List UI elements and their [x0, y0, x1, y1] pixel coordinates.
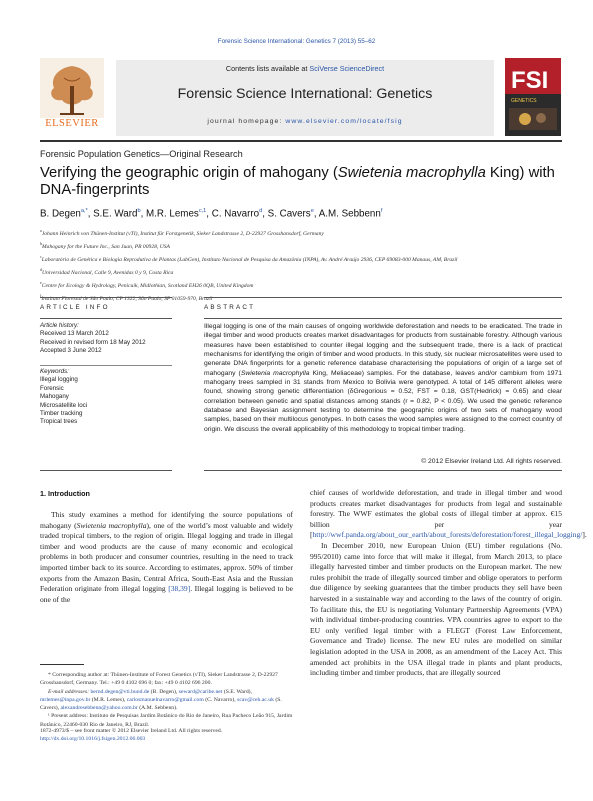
divider — [204, 470, 562, 471]
introduction-heading: 1. Introduction — [40, 489, 90, 498]
email-owner: (C. Navarro), — [203, 696, 238, 703]
author-affiliation-mark[interactable]: a,* — [80, 208, 88, 214]
history-item: Received 13 March 2012 — [40, 330, 109, 338]
keyword: Illegal logging — [40, 376, 78, 384]
abstract-body — [204, 322, 562, 434]
affiliation-list — [40, 226, 570, 304]
author-list — [40, 208, 382, 219]
title-part-1: Verifying the geographic origin of mahogany ( — [40, 165, 338, 181]
history-label: Article history: — [40, 322, 79, 329]
affiliation — [40, 226, 570, 239]
divider — [204, 318, 562, 319]
affiliation-mark: a — [40, 228, 42, 233]
body-text: ), one of the world’s most valuable and widely traded tropical timbers, to the region of origin. Illegal logging and trade in illegal timber and wood products are the cause of many economic and ecological problems in both producer and consumer countries, resulting in the need to track imported timber back to its source. According to estimates, approx. 50% of timber exports from the Amazon Basin, Central Africa, South-East Asia and the Russian Federation originate from illegal logging — [40, 520, 293, 594]
affiliation-text: Johann Heinrich von Thünen-Institut (vTI), Institut für Forstgenetik, Sieker Landstrasse 2, D-22927 Grosshansdorf, Germany — [41, 230, 324, 237]
affiliation-text: Instituto Florestal de São Paulo, CP 1322, São Paulo, SP 01059-970, Brazil — [41, 296, 213, 303]
body-species: Swietenia macrophylla — [76, 520, 147, 530]
affiliation — [40, 252, 570, 265]
author[interactable]: , A.M. Sebbenn — [313, 208, 381, 220]
email-link[interactable]: seward@caribe.net — [178, 688, 223, 695]
author[interactable]: , M.R. Lemes — [140, 208, 199, 220]
author-affiliation-mark[interactable]: c,1 — [198, 208, 207, 214]
affiliation-text: Laboratório de Genética e Biologia Reprodutiva de Plantas (LabGen), Instituto Nacional de Pesquisa da Amazônia (INPA), Av. André Araújo 2936, CEP 69083-000 Manaus, AM, Brazil — [41, 256, 458, 263]
footnote-divider — [40, 664, 84, 665]
divider — [40, 297, 172, 298]
contents-prefix: Contents lists available at — [225, 64, 308, 73]
article-history — [40, 322, 180, 356]
publisher-name: ELSEVIER — [45, 118, 99, 129]
cover-title: FSI — [511, 67, 549, 94]
article-info-heading: ARTICLE INFO — [40, 304, 110, 311]
wwf-link[interactable]: http://wwf.panda.org/about_our_earth/about_forests/deforestation/forest_illegal_logging/ — [312, 530, 583, 540]
divider — [40, 365, 172, 366]
abstract-statistics: δGregorious = 0.52, FST = 0.18, GST(Hedrick) = 0.65 — [349, 388, 527, 396]
title-part-2: King) with DNA-fingerprints — [40, 165, 555, 198]
journal-homepage — [116, 118, 494, 125]
present-address-note: ¹ Present address: Instituto de Pesquisas Jardim Botânico do Rio de Janeiro, Rua Pacheco Leão 915, Jardim Botânico, 22460-030 Rio de Janeiro, RJ, Brazil. — [40, 713, 293, 728]
author-affiliation-mark[interactable]: d — [259, 208, 263, 214]
citation-link[interactable]: [38,39] — [168, 584, 191, 594]
keyword: Forensic — [40, 384, 64, 392]
keyword: Microsatellite loci — [40, 401, 88, 409]
footnotes — [40, 671, 294, 729]
divider — [204, 297, 562, 298]
affiliation-text: Centre for Ecology & Hydrology, Penicuik, Midlothian, Scotland EH26 0QB, United Kingdom — [41, 283, 254, 290]
author-affiliation-mark[interactable]: f — [380, 208, 383, 214]
body-paragraph: In December 2010, new European Union (EU) timber regulations (No. 995/2010) came into force that will make it illegal, from March 2013, to place illegally harvested timber and timber products on the European market. The new rules prohibit the trade of illegally sourced timber and oblige operators to perform due diligence by seeking guarantees that the timber products they sell have been harvested in a sustainable way and according to the laws of the country of origin. To facilitate this, the EU is negotiating Voluntary Partnership Agreements (VPA) with individual timber-producing countries. VPA countries agree to export to the EU only verified legal timber with a FLEGT (Forest Law Enforcement, Governance and Trade) license. The new EU rules are modelled on similar legislation adopted in the USA in 2008, as an amendment of the Lacey Act. This amended act prohibits in the USA illegal trade in plants and plant products, including timber and timber products, that are illegally sourced — [310, 540, 562, 678]
body-text: ]. — [582, 530, 587, 540]
section-label: Forensic Population Genetics—Original Research — [40, 149, 243, 159]
email-link[interactable]: bernd.degen@vti.bund.de — [90, 688, 150, 695]
email-owner: (A.M. Sebbenn). — [137, 705, 178, 712]
journal-citation[interactable]: Forensic Science International: Genetics 7 (2013) 55–62 — [217, 38, 376, 45]
author-affiliation-mark[interactable]: e — [310, 208, 314, 214]
abstract-text: Illegal logging is one of the main causes of ongoing worldwide deforestation and needs to be eradicated. The trade in illegal timber and wood products creates market disadvantages for products from sustainable forestry. Although various measures have been established to counter illegal logging and the subsequent trade, there is a lack of practical mechanisms for identifying the origin of timber and wood products. In this study, six nuclear microsatellites were used to generate DNA fingerprints for a genetic reference database characterising the populations of origin of a large set of mahogany ( — [204, 323, 562, 377]
affiliation — [40, 278, 570, 291]
journal-name: Forensic Science International: Genetics — [177, 86, 433, 102]
author[interactable]: , S. Cavers — [262, 208, 311, 220]
body-text: . Illegal logging is believed to be one of the — [40, 584, 294, 604]
body-text: chief causes of worldwide deforestation, and trade in illegal timber and wood products creates market disadvantages for products from legal and sustainable forestry. The WWF estimates the global costs of illegal timber at approx. €15 billion per year [ — [310, 488, 562, 540]
author[interactable]: B. Degen — [40, 208, 81, 220]
email-addresses — [40, 688, 294, 713]
email-label: E-mail addresses: — [48, 688, 90, 695]
email-link[interactable]: mrlemes@inpa.gov.br — [40, 696, 91, 703]
introduction-right-column — [310, 488, 587, 679]
cover-subtitle: GENETICS — [511, 98, 537, 104]
email-link[interactable]: alexandresebbenn@yahoo.com.br — [60, 705, 138, 712]
history-item: Accepted 3 June 2012 — [40, 347, 102, 355]
email-link[interactable]: scav@ceh.ac.uk — [237, 696, 274, 703]
journal-cover-image — [505, 58, 561, 136]
email-link[interactable]: carlosmanuelnavarro@gmail.com — [126, 696, 204, 703]
affiliation-text: Mahogany for the Future Inc., San Juan, PR 00928, USA — [42, 243, 170, 250]
divider — [40, 470, 172, 471]
tree-logo-icon — [40, 58, 104, 118]
body-text: This study examines a method for identifying the source populations of mahogany ( — [40, 510, 293, 530]
issn-doi — [40, 727, 300, 744]
abstract-species: Swietenia macrophylla — [240, 369, 310, 377]
abstract-text: ) and clear correlation between genetic and spatial distances among stands (r = 0.82, P < 0.05). We used the genetic reference database and Bayesian assignment testing to determine the geographic origins of two sets of mahogany wood samples, based on their multilocus genotypes. In both cases the wood samples were assigned to the correct country of origin. We discuss the overall applicability of this methodology to tropical timber trading. — [204, 388, 562, 433]
issn-line: 1872-4973/$ – see front matter © 2012 Elsevier Ireland Ltd. All rights reserved. — [40, 728, 223, 734]
affiliation-mark: d — [40, 267, 42, 273]
email-owner: (M.R. Lemes), — [90, 696, 127, 703]
copyright-notice: © 2012 Elsevier Ireland Ltd. All rights reserved. — [421, 458, 562, 465]
abstract-heading: ABSTRACT — [204, 304, 256, 311]
corresponding-author-note: * Corresponding author at: Thünen-Institute of Forest Genetics (vTI), Sieker Landstrasse 2, D-22927 Grosshansdorf, Germany. Tel.: +49 0 4102 696 0; fax: +49 0 4102 696 200. — [40, 672, 278, 687]
affiliation — [40, 239, 570, 252]
author-affiliation-mark[interactable]: b — [137, 208, 141, 214]
author[interactable]: , C. Navarro — [206, 208, 260, 220]
affiliation-mark: b — [40, 241, 42, 247]
keyword: Mahogany — [40, 393, 69, 401]
homepage-link[interactable]: www.elsevier.com/locate/fsig — [285, 118, 403, 125]
introduction-left-column — [40, 510, 293, 605]
divider — [40, 318, 172, 319]
author[interactable]: , S.E. Ward — [87, 208, 138, 220]
article-title — [40, 165, 570, 199]
homepage-label: journal homepage: — [207, 118, 283, 125]
journal-cover — [505, 58, 561, 136]
affiliation-mark: f — [40, 293, 42, 299]
affiliation-mark: c — [40, 254, 42, 260]
sciencedirect-link[interactable]: SciVerse ScienceDirect — [309, 64, 385, 73]
affiliation-mark: e — [40, 280, 42, 286]
header-divider — [40, 140, 562, 142]
email-owner: (B. Degen), — [149, 688, 179, 695]
keywords-label: Keywords: — [40, 368, 69, 375]
affiliation — [40, 265, 570, 278]
email-owner: (S.E. Ward), — [222, 688, 252, 695]
history-item: Received in revised form 18 May 2012 — [40, 338, 146, 346]
affiliation-text: Universidad Nacional, Calle 9, Avenidas 0 y 9, Costa Rica — [42, 270, 174, 277]
keywords — [40, 368, 180, 427]
contents-line — [116, 64, 494, 73]
title-species: Swietenia macrophylla — [337, 165, 486, 181]
keyword: Tropical trees — [40, 418, 78, 426]
email-owner: (S. Cavers), — [40, 696, 282, 712]
doi-link[interactable]: http://dx.doi.org/10.1016/j.fsigen.2012.06.003 — [40, 736, 146, 743]
keyword: Timber tracking — [40, 410, 83, 418]
abstract-text: King, Meliaceae) samples. For the database, leaves and/or cambium from 1971 mahogany trees sampled in 31 stands from Mexico to Bolivia were genotyped. A total of 145 different alleles were found, showing strong genetic differentiation ( — [204, 369, 562, 396]
